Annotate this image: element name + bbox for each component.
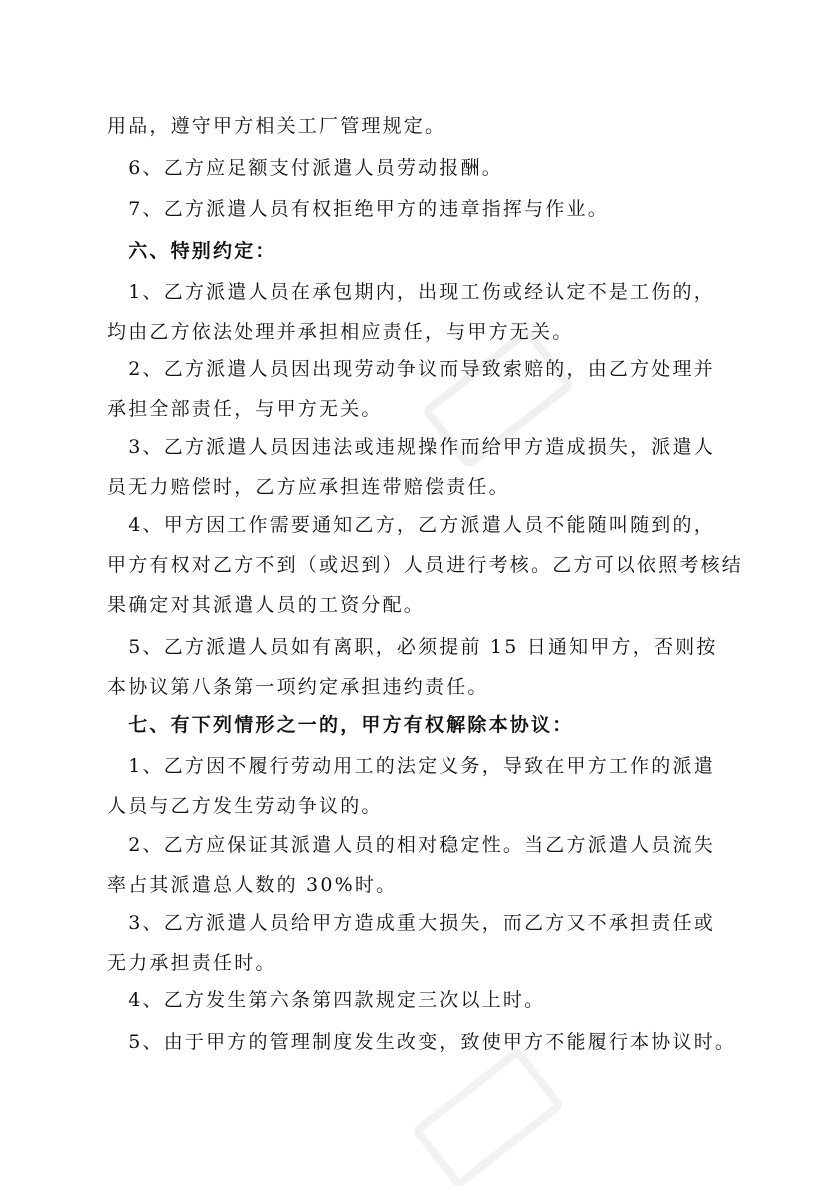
- paragraph-0: [107, 106, 719, 146]
- paragraph-line: 6、乙方应足额支付派遣人员劳动报酬。: [107, 157, 503, 179]
- watermark-mark-2: [411, 1046, 565, 1190]
- paragraph-14: [107, 1022, 737, 1062]
- paragraph-line: 果确定对其派遣人员的工资分配。: [107, 594, 426, 616]
- paragraph-line: 人员与乙方发生劳动争议的。: [107, 795, 383, 817]
- paragraph-line: 承担全部责任，与甲方无关。: [107, 398, 383, 420]
- paragraph-5: [107, 349, 719, 429]
- paragraph-line: 5、由于甲方的管理制度发生改变，致使甲方不能履行本协议时。: [107, 1031, 737, 1053]
- heading-line: 六、特别约定：: [107, 240, 277, 262]
- heading-line: 七、有下列情形之一的，甲方有权解除本协议：: [107, 714, 574, 736]
- paragraph-10: [107, 746, 719, 826]
- paragraph-line: 2、乙方应保证其派遣人员的相对稳定性。当乙方派遣人员流失: [107, 834, 715, 856]
- paragraph-8: [107, 627, 719, 707]
- paragraph-line: 3、乙方派遣人员给甲方造成重大损失，而乙方又不承担责任或: [107, 912, 715, 934]
- paragraph-line: 4、甲方因工作需要通知乙方，乙方派遣人员不能随叫随到的，: [107, 514, 715, 536]
- paragraph-line: 7、乙方派遣人员有权拒绝甲方的违章指挥与作业。: [107, 198, 609, 220]
- paragraph-line: 5、乙方派遣人员如有离职，必须提前 15 日通知甲方，否则按: [107, 636, 718, 658]
- paragraph-line: 甲方有权对乙方不到（或迟到）人员进行考核。乙方可以依照考核结: [107, 554, 744, 576]
- paragraph-7: [107, 505, 744, 625]
- paragraph-1: [107, 148, 719, 188]
- paragraph-line: 用品，遵守甲方相关工厂管理规定。: [107, 115, 447, 137]
- paragraph-line: 1、乙方派遣人员在承包期内，出现工伤或经认定不是工伤的，: [107, 281, 715, 303]
- paragraph-line: 2、乙方派遣人员因出现劳动争议而导致索赔的，由乙方处理并: [107, 358, 715, 380]
- paragraph-line: 1、乙方因不履行劳动用工的法定义务，导致在甲方工作的派遣: [107, 755, 715, 777]
- paragraph-line: 无力承担责任时。: [107, 952, 277, 974]
- paragraph-6: [107, 427, 719, 507]
- paragraph-line: 本协议第八条第一项约定承担违约责任。: [107, 676, 489, 698]
- paragraph-12: [107, 903, 719, 983]
- paragraph-line: 3、乙方派遣人员因违法或违规操作而给甲方造成损失，派遣人: [107, 436, 715, 458]
- paragraph-line: 率占其派遣总人数的 30%时。: [107, 874, 398, 896]
- paragraph-4: [107, 272, 719, 352]
- paragraph-line: 4、乙方发生第六条第四款规定三次以上时。: [107, 989, 546, 1011]
- paragraph-13: [107, 980, 719, 1020]
- paragraph-line: 均由乙方依法处理并承担相应责任，与甲方无关。: [107, 321, 574, 343]
- paragraph-11: [107, 825, 719, 905]
- section-heading-6: [107, 231, 719, 271]
- paragraph-2: [107, 189, 719, 229]
- paragraph-line: 员无力赔偿时，乙方应承担连带赔偿责任。: [107, 476, 510, 498]
- section-heading-7: [107, 705, 719, 745]
